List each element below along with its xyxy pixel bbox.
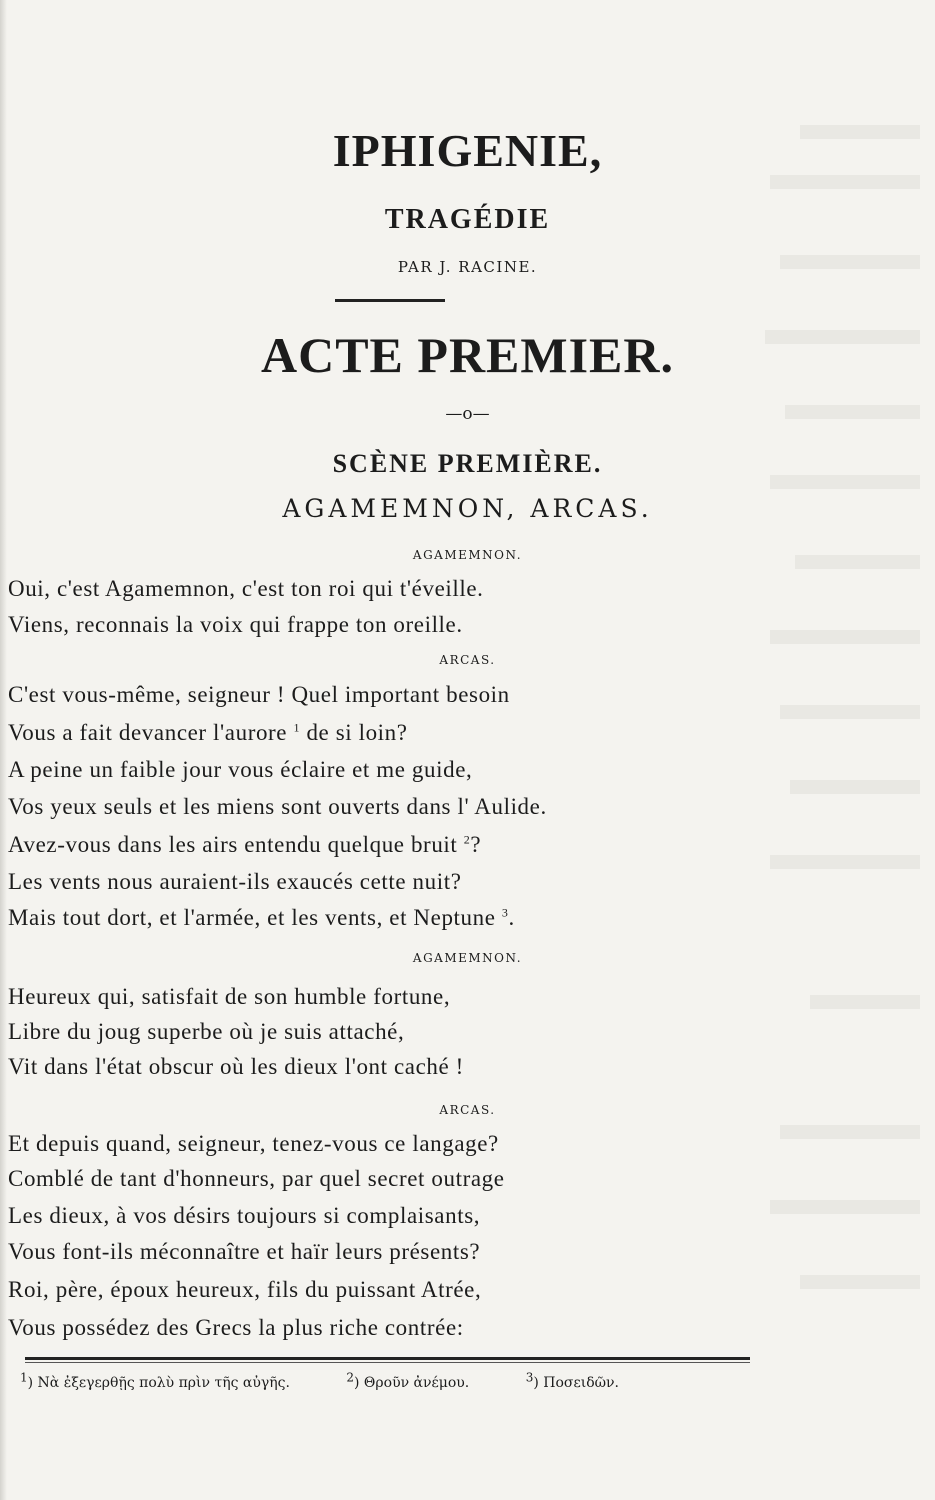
footnote-marker: 2	[463, 832, 471, 847]
play-title: IPHIGENIE,	[332, 125, 603, 176]
footnote-1: $^1$) Νὰ ἐξεγερθῇς πολὺ πρὶν τῆς αὐγῆς.	[20, 1370, 290, 1391]
verse-line: Vous possédez des Grecs la plus riche contrée:	[8, 1315, 464, 1340]
verse-line: Et depuis quand, seigneur, tenez-vous ce langage?	[8, 1131, 499, 1156]
verse-text-end: ?	[470, 832, 482, 857]
footnotes	[20, 1370, 760, 1391]
verse-line: Les vents nous auraient-ils exaucés cette nuit?	[8, 869, 462, 894]
footnote-marker: 3	[501, 905, 509, 920]
title-divider	[335, 299, 445, 302]
verse-text-end: .	[508, 905, 515, 930]
verse-text-end: de si loin?	[300, 720, 408, 745]
verse-text: Avez-vous dans les airs entendu quelque bruit	[8, 832, 458, 857]
verse-line: Les dieux, à vos désirs toujours si complaisants,	[8, 1203, 481, 1228]
verse-line: C'est vous-même, seigneur ! Quel important besoin	[8, 682, 510, 707]
footnote-rule	[25, 1357, 750, 1360]
footnote-2: $^2$) Θροῦν ἀνέμου.	[346, 1370, 470, 1391]
act-ornament: —o—	[445, 404, 490, 424]
verse-line: Vit dans l'état obscur où les dieux l'ont caché !	[8, 1054, 464, 1079]
verse-line-annotated	[8, 905, 758, 931]
footnote-3: $^3$) Ποσειδῶν.	[525, 1370, 619, 1391]
speaker-label: AGAMEMNON.	[412, 548, 523, 562]
author-line: PAR J. RACINE.	[397, 258, 538, 276]
play-subtitle: TRAGÉDIE	[384, 204, 551, 235]
verse-line: A peine un faible jour vous éclaire et me guide,	[8, 757, 473, 782]
verse-line-annotated	[8, 832, 758, 858]
speaker-label: ARCAS.	[439, 1103, 496, 1117]
verse-line: Roi, père, époux heureux, fils du puissant Atrée,	[8, 1277, 482, 1302]
footnote-marker: 1	[293, 720, 301, 735]
bleed-through-text	[760, 115, 920, 1375]
verse-line: Libre du joug superbe où je suis attaché,	[8, 1019, 405, 1044]
verse-line-annotated	[8, 720, 758, 746]
verse-line: Vos yeux seuls et les miens sont ouverts dans l' Aulide.	[8, 794, 547, 819]
verse-line: Comblé de tant d'honneurs, par quel secret outrage	[8, 1166, 505, 1191]
verse-line: Viens, reconnais la voix qui frappe ton oreille.	[8, 612, 463, 637]
act-title: ACTE PREMIER.	[260, 327, 675, 383]
verse-line: Heureux qui, satisfait de son humble fortune,	[8, 984, 451, 1009]
verse-line: Oui, c'est Agamemnon, c'est ton roi qui t'éveille.	[8, 576, 484, 601]
footnote-rule-thin	[25, 1362, 750, 1363]
verse-line: Vous font-ils méconnaître et haïr leurs présents?	[8, 1239, 481, 1264]
scene-title: SCÈNE PREMIÈRE.	[332, 449, 603, 478]
speaker-label: AGAMEMNON.	[412, 951, 523, 965]
verse-text: Vous a fait devancer l'aurore	[8, 720, 288, 745]
speaker-label: ARCAS.	[439, 653, 496, 667]
scene-characters: AGAMEMNON, ARCAS.	[282, 494, 653, 523]
verse-text: Mais tout dort, et l'armée, et les vents, et Neptune	[8, 905, 496, 930]
